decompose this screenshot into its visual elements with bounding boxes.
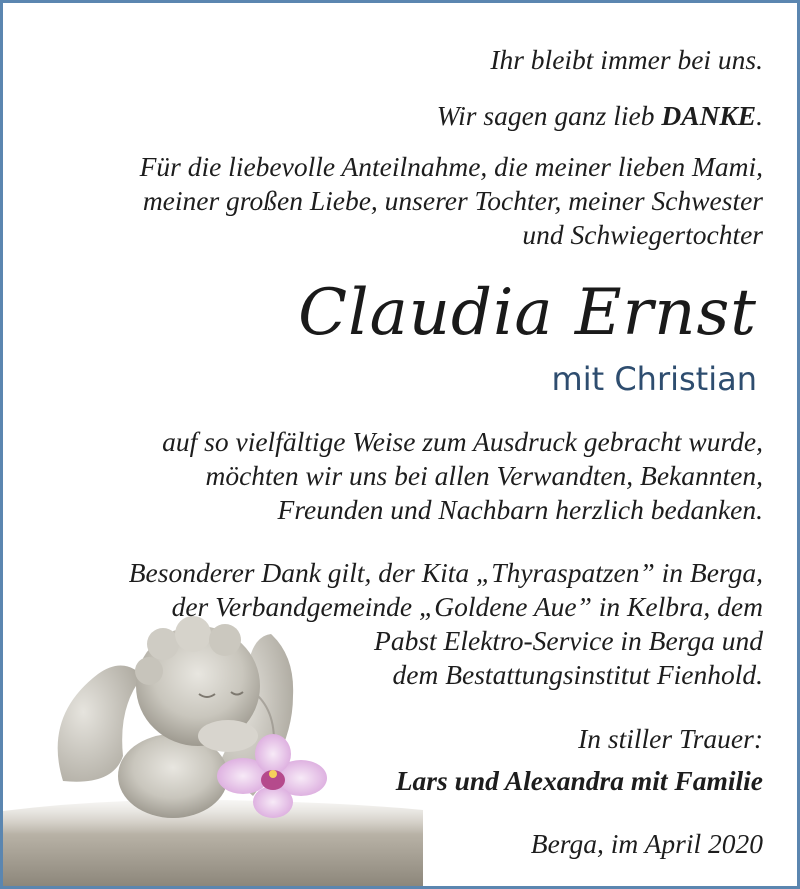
special-thanks-line: Pabst Elektro-Service in Berga und (374, 625, 763, 656)
intro-line: Für die liebevolle Anteilnahme, die meiner lieben Mami, (139, 151, 763, 182)
special-thanks-line: dem Bestattungsinstitut Fienhold. (392, 659, 763, 690)
mourning-label: In stiller Trauer: (578, 723, 763, 754)
signatories: Lars und Alexandra mit Familie (395, 765, 763, 796)
intro-paragraph (140, 150, 763, 252)
body-line: auf so vielfältige Weise zum Ausdruck gebracht wurde, (162, 426, 763, 457)
thanks-suffix: . (756, 100, 763, 131)
thanks-emphasis: DANKE (661, 100, 757, 131)
deceased-name: Claudia Ernst (298, 276, 757, 350)
with-line: mit Christian (551, 360, 757, 398)
opening-line: Ihr bleibt immer bei uns. (490, 44, 763, 75)
intro-line: meiner großen Liebe, unserer Tochter, meiner Schwester (142, 185, 763, 216)
special-thanks-line: der Verbandgemeinde „Goldene Aue” in Kelbra, dem (171, 591, 763, 622)
thanks-prefix: Wir sagen ganz lieb (436, 100, 662, 131)
body-line: möchten wir uns bei allen Verwandten, Bekannten, (205, 460, 763, 491)
intro-line: und Schwiegertochter (522, 219, 763, 250)
special-thanks-paragraph (129, 556, 763, 692)
body-line: Freunden und Nachbarn herzlich bedanken. (277, 494, 763, 525)
body-paragraph (162, 425, 763, 527)
thanks-line (437, 99, 763, 133)
special-thanks-line: Besonderer Dank gilt, der Kita „Thyraspatzen” in Berga, (128, 557, 763, 588)
place-date: Berga, im April 2020 (530, 828, 763, 859)
